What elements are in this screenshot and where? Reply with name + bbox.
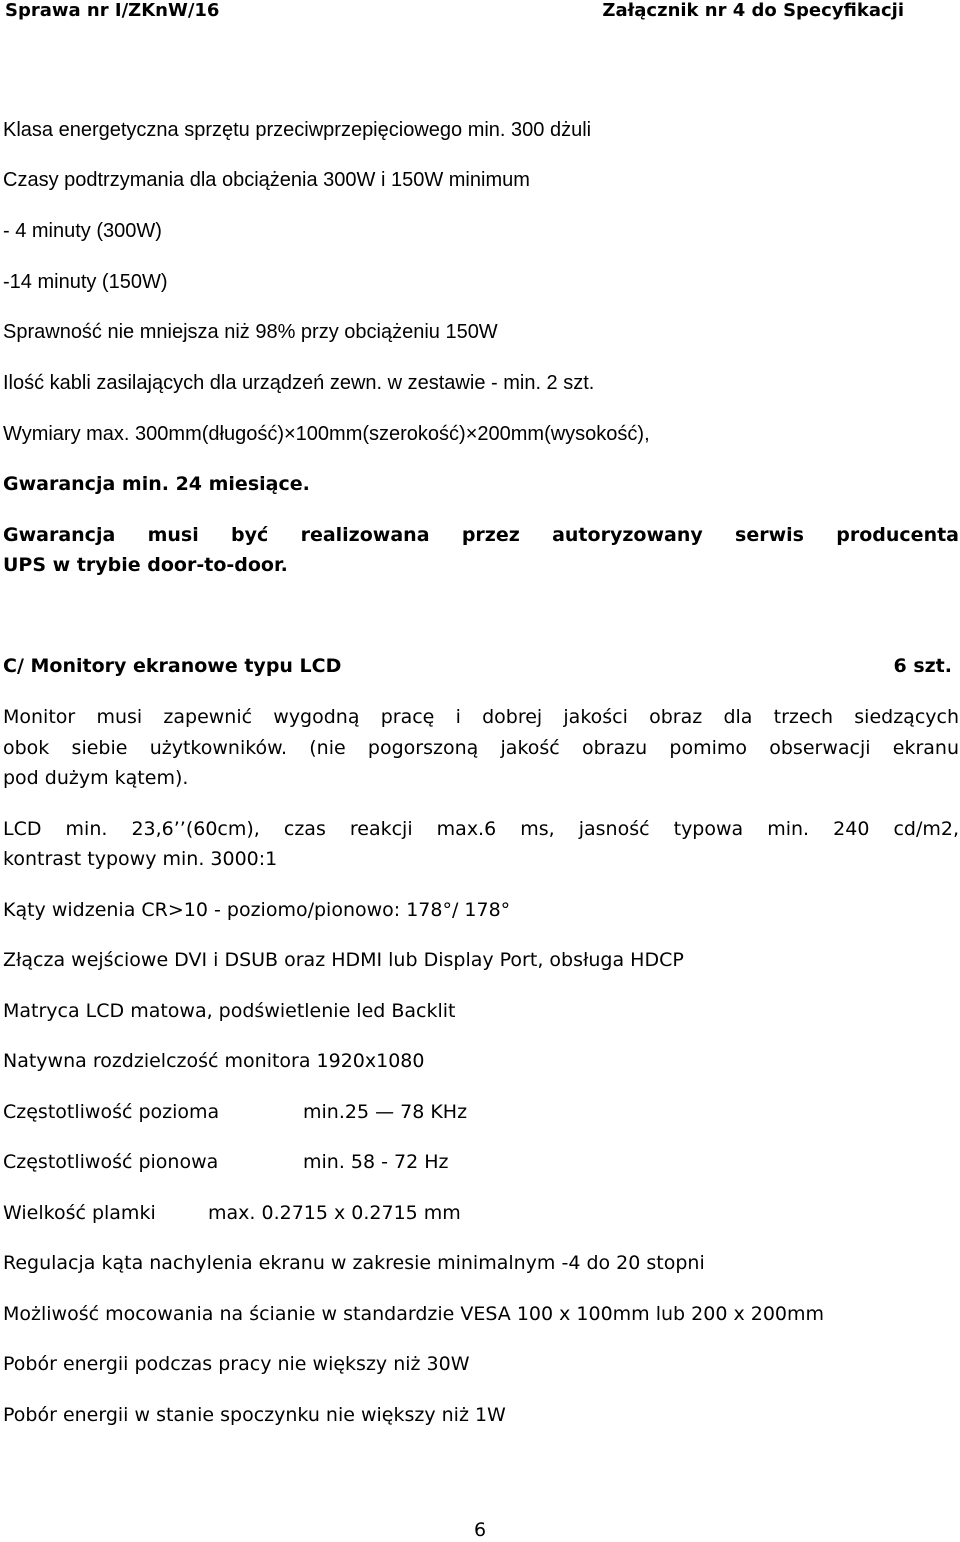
input-connectors: Złącza wejściowe DVI i DSUB oraz HDMI lub Display Port, obsługa HDCP: [3, 949, 684, 971]
v-freq-label: Częstotliwość pionowa: [3, 1151, 219, 1173]
power-consumption-standby: Pobór energii w stanie spoczynku nie większy niż 1W: [3, 1404, 506, 1426]
warranty-line: Gwarancja min. 24 miesiące.: [3, 473, 310, 495]
pixel-pitch-label: Wielkość plamki: [3, 1202, 156, 1224]
monitor-desc-line-1: Monitor musi zapewnić wygodną pracę i dobrej jakości obraz dla trzech siedzących: [3, 706, 959, 728]
monitor-desc-line-2: obok siebie użytkowników. (nie pogorszoną jakość obrazu pomimo obserwacji ekranu: [3, 737, 959, 759]
service-line-1: Gwarancja musi być realizowana przez autoryzowany serwis producenta: [3, 524, 959, 546]
monitor-desc-line-3: pod dużym kątem).: [3, 767, 189, 789]
v-freq-value: min. 58 - 72 Hz: [303, 1151, 449, 1173]
dimensions-line: Wymiary max. 300mm(długość)×100mm(szerokość)×200mm(wysokość),: [3, 423, 650, 445]
service-line-2: UPS w trybie door-to-door.: [3, 554, 288, 576]
hold-time-150w: -14 minuty (150W): [3, 271, 168, 293]
power-consumption-on: Pobór energii podczas pracy nie większy niż 30W: [3, 1353, 470, 1375]
hold-time-line: Czasy podtrzymania dla obciążenia 300W i 150W minimum: [3, 169, 530, 191]
lcd-spec-line-1: LCD min. 23,6’’(60cm), czas reakcji max.6 ms, jasność typowa min. 240 cd/m2,: [3, 818, 959, 840]
header-case-number: Sprawa nr I/ZKnW/16: [5, 0, 220, 21]
h-freq-label: Częstotliwość pozioma: [3, 1101, 220, 1123]
hold-time-300w: - 4 minuty (300W): [3, 220, 162, 242]
vesa-mount: Możliwość mocowania na ścianie w standardzie VESA 100 x 100mm lub 200 x 200mm: [3, 1303, 825, 1325]
energy-class-line: Klasa energetyczna sprzętu przeciwprzepięciowego min. 300 dżuli: [3, 119, 592, 141]
tilt-adjustment: Regulacja kąta nachylenia ekranu w zakresie minimalnym -4 do 20 stopni: [3, 1252, 705, 1274]
lcd-spec-line-2: kontrast typowy min. 3000:1: [3, 848, 278, 870]
header-attachment: Załącznik nr 4 do Specyfikacji: [602, 0, 904, 21]
native-resolution: Natywna rozdzielczość monitora 1920x1080: [3, 1050, 425, 1072]
matrix-type: Matryca LCD matowa, podświetlenie led Backlit: [3, 1000, 456, 1022]
power-cables-line: Ilość kabli zasilających dla urządzeń zewn. w zestawie - min. 2 szt.: [3, 372, 595, 394]
section-title: C/ Monitory ekranowe typu LCD: [3, 655, 342, 677]
h-freq-value: min.25 — 78 KHz: [303, 1101, 468, 1123]
efficiency-line: Sprawność nie mniejsza niż 98% przy obciążeniu 150W: [3, 321, 498, 343]
pixel-pitch-value: max. 0.2715 x 0.2715 mm: [208, 1202, 461, 1224]
page-number: 6: [473, 1519, 487, 1541]
viewing-angles: Kąty widzenia CR>10 - poziomo/pionowo: 178°/ 178°: [3, 899, 511, 921]
section-quantity: 6 szt.: [893, 655, 952, 677]
